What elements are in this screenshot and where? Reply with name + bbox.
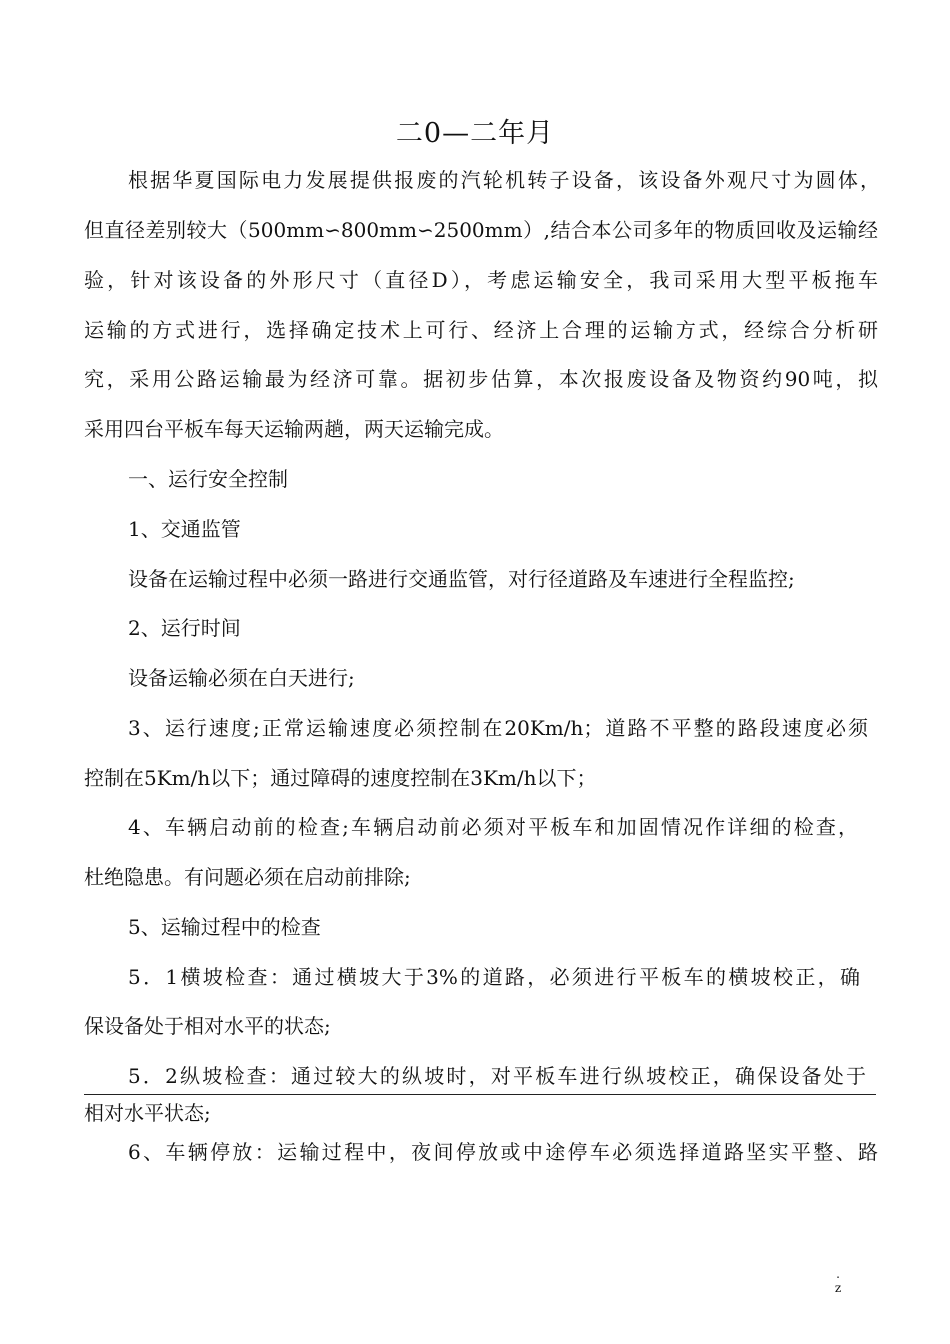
section-heading: 一、运行安全控制 xyxy=(128,467,288,491)
paragraph-line: 3、运行速度;正常运输速度必须控制在20Km/h；道路不平整的路段速度必须 xyxy=(128,716,868,740)
paragraph-line: 运输的方式进行，选择确定技术上可行、经济上合理的运输方式，经综合分析研 xyxy=(84,318,878,342)
footer-letter: z xyxy=(834,1281,842,1295)
horizontal-rule xyxy=(84,1094,876,1095)
subsection-heading: 5、运输过程中的检查 xyxy=(128,915,321,939)
paragraph-line: 保设备处于相对水平的状态; xyxy=(84,1014,331,1038)
paragraph-line: 控制在5Km/h以下；通过障碍的速度控制在3Km/h以下； xyxy=(84,766,597,790)
subsection-heading: 2、运行时间 xyxy=(128,616,241,640)
footer-dot: . xyxy=(836,1267,840,1281)
paragraph-line: 设备运输必须在白天进行; xyxy=(128,666,355,690)
paragraph-line: 相对水平状态; xyxy=(84,1101,211,1125)
paragraph-line: 采用四台平板车每天运输两趟，两天运输完成。 xyxy=(84,417,504,441)
paragraph-line: 设备在运输过程中必须一路进行交通监管，对行径道路及车速进行全程监控; xyxy=(128,567,795,591)
subsection-heading: 1、交通监管 xyxy=(128,517,241,541)
paragraph-line: 究，采用公路运输最为经济可靠。据初步估算，本次报废设备及物资约90吨，拟 xyxy=(84,367,878,391)
paragraph-line: 杜绝隐患。有问题必须在启动前排除; xyxy=(84,865,411,889)
paragraph-line: 4、车辆启动前的检查;车辆启动前必须对平板车和加固情况作详细的检查， xyxy=(128,815,858,839)
paragraph-line: 5．2纵坡检查：通过较大的纵坡时，对平板车进行纵坡校正，确保设备处于 xyxy=(128,1064,866,1088)
paragraph-line: 验，针对该设备的外形尺寸（直径D），考虑运输安全，我司采用大型平板拖车 xyxy=(84,268,878,292)
paragraph-line: 但直径差别较大（500mm∽800mm∽2500mm）,结合本公司多年的物质回收及运输经 xyxy=(84,218,878,242)
paragraph-line: 5．1横坡检查：通过横坡大于3%的道路，必须进行平板车的横坡校正，确 xyxy=(128,965,860,989)
paragraph-line: 根据华夏国际电力发展提供报废的汽轮机转子设备，该设备外观尺寸为圆体， xyxy=(128,168,880,192)
document-title: 二0—二年月 xyxy=(395,118,555,149)
paragraph-line: 6、车辆停放：运输过程中，夜间停放或中途停车必须选择道路坚实平整、路 xyxy=(128,1140,878,1164)
